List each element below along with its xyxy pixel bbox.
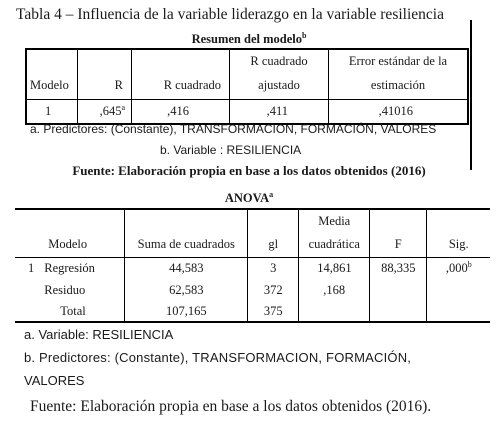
model-summary-title: Resumen del modelo$^b$ xyxy=(191,31,307,47)
cell-suma: 44,583 xyxy=(125,257,248,279)
header-r: R xyxy=(78,73,132,99)
cell-num xyxy=(15,279,34,301)
cell-f xyxy=(370,301,427,322)
header-gl: gl xyxy=(248,233,299,257)
header-media-2: cuadrática xyxy=(299,233,370,257)
anova-note-b-line2: VALORES xyxy=(24,373,85,388)
header-r-ajustado-1: R cuadrado xyxy=(230,49,329,73)
cell-media xyxy=(299,301,370,322)
table-caption: Tabla 4 – Influencia de la variable liderazgo en la variable resiliencia xyxy=(16,6,444,23)
cell-sig: ,000$^b$ xyxy=(427,257,491,279)
header-r-cuadrado: R cuadrado xyxy=(132,73,230,99)
cell-label: Regresión xyxy=(44,260,95,275)
model-summary-note-b: b. Variable : RESILIENCIA xyxy=(160,143,302,157)
cell-sig xyxy=(427,301,491,322)
cell-sig xyxy=(427,279,491,301)
header-error-2: estimación xyxy=(329,73,469,99)
header-modelo: Modelo xyxy=(26,73,78,99)
table-row xyxy=(15,257,490,279)
cell-f xyxy=(370,279,427,301)
cell-r: ,645$^a$ xyxy=(78,99,132,124)
model-summary-note-a: a. Predictores: (Constante), TRANSFORMACION, FORMACIÓN, VALORES xyxy=(30,122,437,136)
cell-media: ,168 xyxy=(299,279,370,301)
cell-media: 14,861 xyxy=(299,257,370,279)
anova-table xyxy=(15,208,490,323)
cell-gl: 372 xyxy=(248,279,299,301)
header-sig: Sig. xyxy=(427,233,491,257)
cell-r-ajustado: ,411 xyxy=(230,99,329,124)
cell-num: 1 xyxy=(28,260,35,275)
header-suma: Suma de cuadrados xyxy=(125,233,248,257)
cell-suma: 107,165 xyxy=(125,301,248,322)
anova-source: Fuente: Elaboración propia en base a los datos obtenidos (2016). xyxy=(30,398,432,415)
header-error-1: Error estándar de la xyxy=(329,49,469,73)
cell-label: Total xyxy=(34,301,125,322)
anova-note-a: a. Variable: RESILIENCIA xyxy=(24,327,174,342)
header-f: F xyxy=(370,233,427,257)
cell-num xyxy=(15,301,34,322)
cell-suma: 62,583 xyxy=(125,279,248,301)
header-r-ajustado-2: ajustado xyxy=(230,73,329,99)
cell-f: 88,335 xyxy=(370,257,427,279)
table-row xyxy=(26,99,468,124)
anova-note-b-line1: b. Predictores: (Constante), TRANSFORMACION, FORMACIÓN, xyxy=(24,350,412,365)
cell-error: ,41016 xyxy=(329,99,469,124)
header-modelo: Modelo xyxy=(34,233,125,257)
table-row xyxy=(15,279,490,301)
cell-gl: 375 xyxy=(248,301,299,322)
header-media-1: Media xyxy=(299,209,370,233)
model-summary-source: Fuente: Elaboración propia en base a los datos obtenidos (2016) xyxy=(72,163,426,178)
cell-gl: 3 xyxy=(248,257,299,279)
model-summary-table xyxy=(25,48,469,125)
cell-label: Residuo xyxy=(44,282,86,297)
anova-title: ANOVA$^a$ xyxy=(224,190,274,206)
table-row xyxy=(15,301,490,322)
cell-r-cuadrado: ,416 xyxy=(132,99,230,124)
cell-modelo: 1 xyxy=(26,99,78,124)
